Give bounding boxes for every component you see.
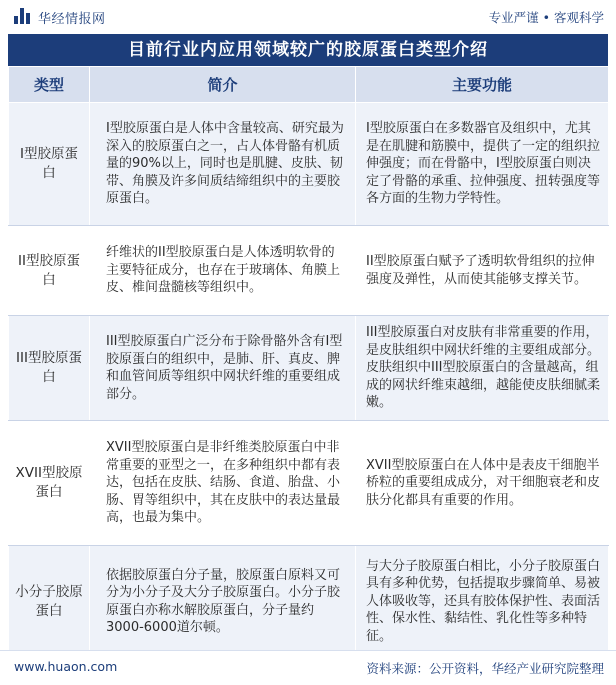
cell-function: II型胶原蛋白赋予了透明软骨组织的拉伸强度及弹性，从而使其能够支撑关节。 xyxy=(356,226,609,316)
cell-intro: III型胶原蛋白广泛分布于除骨骼外含有I型胶原蛋白的组织中，是肺、肝、真皮、脾和血管间质等组织中网状纤维的重要组成部分。 xyxy=(90,316,356,421)
column-header-intro: 简介 xyxy=(90,67,356,103)
collagen-types-table xyxy=(8,66,609,658)
cell-type: III型胶原蛋白 xyxy=(9,316,90,421)
column-header-function: 主要功能 xyxy=(356,67,609,103)
cell-intro: I型胶原蛋白是人体中含量较高、研究最为深入的胶原蛋白之一，占人体骨骼有机质量的90%以上，同时也是肌腱、皮肤、韧带、角膜及许多间质结缔组织中的主要胶原蛋白。 xyxy=(90,103,356,226)
cell-intro: 纤维状的II型胶原蛋白是人体透明软骨的主要特征成分，也存在于玻璃体、角膜上皮、椎间盘髓核等组织中。 xyxy=(90,226,356,316)
cell-intro: XVII型胶原蛋白是非纤维类胶原蛋白中非常重要的亚型之一，在多种组织中都有表达，包括在皮肤、结肠、食道、胎盘、小肠、胃等组织中，其在皮肤中的表达量最高，也最为集中。 xyxy=(90,421,356,546)
table-header-row xyxy=(9,67,609,103)
footer xyxy=(0,650,616,685)
slogan: 专业严谨 • 客观科学 xyxy=(488,10,604,25)
page-title: 目前行业内应用领域较广的胶原蛋白类型介绍 xyxy=(8,34,608,66)
top-bar xyxy=(0,0,616,34)
footer-source: 资料来源：公开资料，华经产业研究院整理 xyxy=(366,661,604,676)
cell-function: XVII型胶原蛋白在人体中是表皮干细胞半桥粒的重要组成成分，对干细胞衰老和皮肤分化都具有重要的作用。 xyxy=(356,421,609,546)
table-row xyxy=(9,421,609,546)
logo-icon xyxy=(14,8,32,24)
cell-function: III型胶原蛋白对皮肤有非常重要的作用，是皮肤组织中网状纤维的主要组成部分。皮肤组织中III型胶原蛋白的含量越高，组成的网状纤维束越细，越能使皮肤细腻柔嫩。 xyxy=(356,316,609,421)
cell-type: I型胶原蛋白 xyxy=(9,103,90,226)
column-header-type: 类型 xyxy=(9,67,90,103)
cell-function: 与大分子胶原蛋白相比，小分子胶原蛋白具有多种优势，包括提取步骤简单、易被人体吸收等，还具有胶体保护性、表面活性、保水性、黏结性、乳化性等多种特征。 xyxy=(356,546,609,658)
cell-intro: 依据胶原蛋白分子量，胶原蛋白原料又可分为小分子及大分子胶原蛋白。小分子胶原蛋白亦称水解胶原蛋白，分子量约3000-6000道尔顿。 xyxy=(90,546,356,658)
table-row xyxy=(9,226,609,316)
table-row xyxy=(9,316,609,421)
brand-name: 华经情报网 xyxy=(38,12,106,27)
footer-site-url[interactable]: www.huaon.com xyxy=(14,659,118,674)
cell-type: XVII型胶原蛋白 xyxy=(9,421,90,546)
cell-function: I型胶原蛋白在多数器官及组织中，尤其是在肌腱和筋膜中，提供了一定的组织拉伸强度；而在骨骼中，I型胶原蛋白则决定了骨骼的承重、拉伸强度、扭转强度等各方面的生物力学特性。 xyxy=(356,103,609,226)
cell-type: 小分子胶原蛋白 xyxy=(9,546,90,658)
table-row xyxy=(9,546,609,658)
table-row xyxy=(9,103,609,226)
cell-type: II型胶原蛋白 xyxy=(9,226,90,316)
